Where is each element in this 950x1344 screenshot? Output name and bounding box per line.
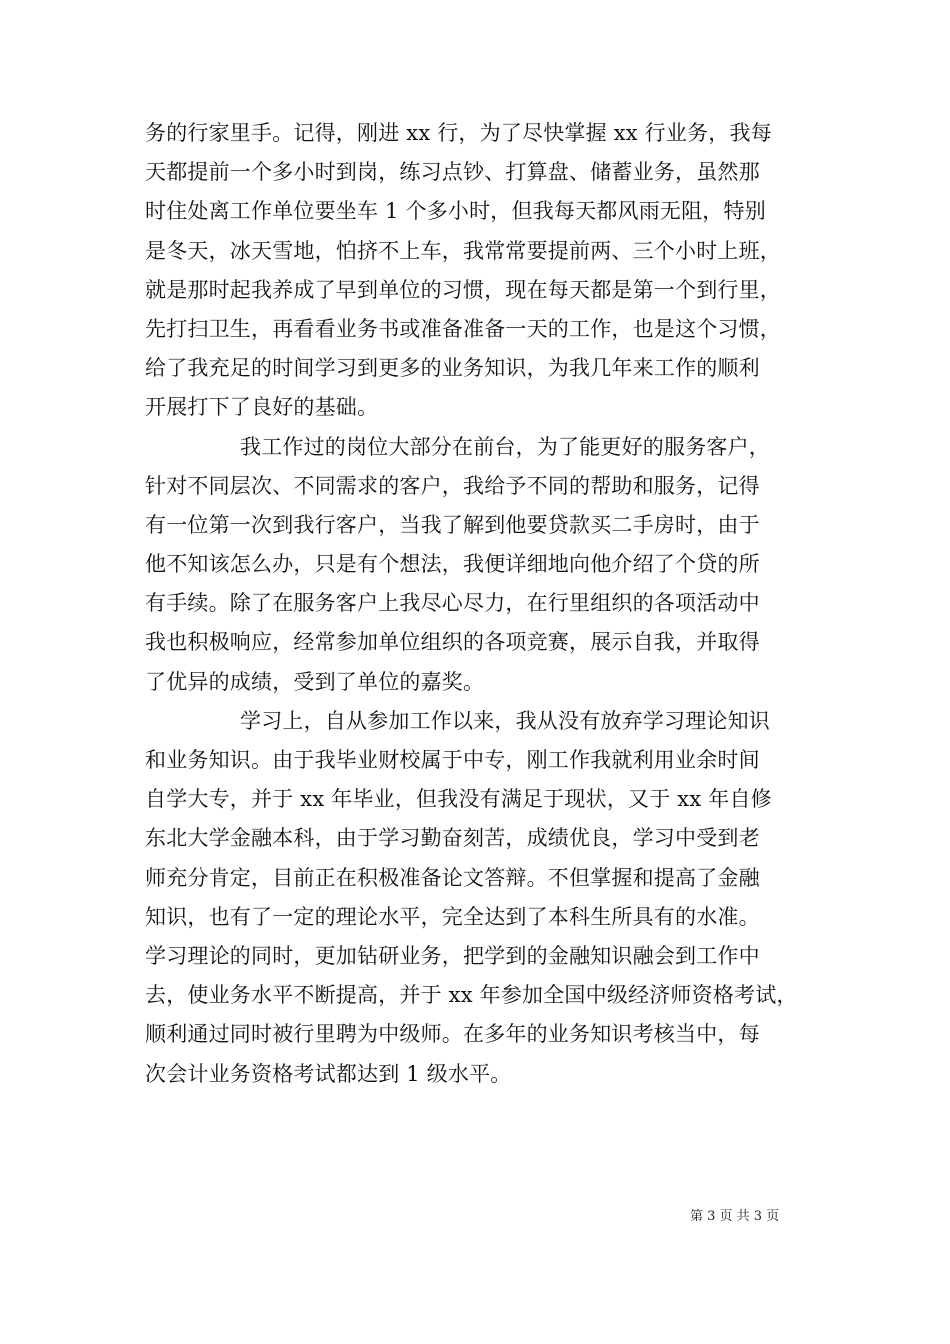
paragraph-line: 他不知该怎么办，只是有个想法，我便详细地向他介绍了个贷的所 <box>145 552 760 577</box>
paragraph-2 <box>145 428 825 702</box>
paragraph-line: 东北大学金融本科，由于学习勤奋刻苦，成绩优良，学习中受到老 <box>145 826 760 851</box>
paragraph-line: 天都提前一个多小时到岗，练习点钞、打算盘、储蓄业务，虽然那 <box>145 160 760 185</box>
paragraph-line: 开展打下了良好的基础。 <box>145 395 379 420</box>
paragraph-line: 先打扫卫生，再看看业务书或准备准备一天的工作，也是这个习惯， <box>145 316 781 341</box>
paragraph-line: 去，使业务水平不断提高，并于 xx 年参加全国中级经济师资格考试， <box>145 983 798 1008</box>
paragraph-line: 师充分肯定，目前正在积极准备论文答辩。不但掌握和提高了金融 <box>145 865 760 890</box>
page-number-footer: 第 3 页 共 3 页 <box>690 1209 780 1224</box>
paragraph-line: 学习上，自从参加工作以来，我从没有放弃学习理论知识 <box>240 708 770 733</box>
paragraph-line: 就是那时起我养成了早到单位的习惯，现在每天都是第一个到行里， <box>145 277 781 302</box>
paragraph-line: 学习理论的同时，更加钻研业务，把学到的金融知识融会到工作中 <box>145 943 760 968</box>
paragraph-line: 我也积极响应，经常参加单位组织的各项竞赛，展示自我，并取得 <box>145 630 760 655</box>
paragraph-3 <box>145 702 825 1094</box>
paragraph-1 <box>145 114 825 428</box>
paragraph-line: 知识，也有了一定的理论水平，完全达到了本科生所具有的水准。 <box>145 904 760 929</box>
paragraph-line: 有手续。除了在服务客户上我尽心尽力，在行里组织的各项活动中 <box>145 591 760 616</box>
paragraph-line: 有一位第一次到我行客户，当我了解到他要贷款买二手房时，由于 <box>145 512 760 537</box>
paragraph-line: 次会计业务资格考试都达到 1 级水平。 <box>145 1061 512 1086</box>
paragraph-line: 针对不同层次、不同需求的客户，我给予不同的帮助和服务，记得 <box>145 473 760 498</box>
paragraph-line: 顺利通过同时被行里聘为中级师。在多年的业务知识考核当中，每 <box>145 1022 760 1047</box>
paragraph-line: 是冬天，冰天雪地，怕挤不上车，我常常要提前两、三个小时上班， <box>145 238 781 263</box>
paragraph-line: 了优异的成绩，受到了单位的嘉奖。 <box>145 669 485 694</box>
paragraph-line: 务的行家里手。记得，刚进 xx 行，为了尽快掌握 xx 行业务，我每 <box>145 121 772 145</box>
paragraph-line: 给了我充足的时间学习到更多的业务知识，为我几年来工作的顺利 <box>145 356 760 381</box>
paragraph-line: 自学大专，并于 xx 年毕业，但我没有满足于现状，又于 xx 年自修 <box>145 787 772 812</box>
paragraph-line: 和业务知识。由于我毕业财校属于中专，刚工作我就利用业余时间 <box>145 748 760 772</box>
paragraph-line: 我工作过的岗位大部分在前台，为了能更好的服务客户， <box>240 434 770 459</box>
paragraph-line: 时住处离工作单位要坐车 1 个多小时，但我每天都风雨无阻，特别 <box>145 199 766 224</box>
body-text <box>145 114 825 1094</box>
